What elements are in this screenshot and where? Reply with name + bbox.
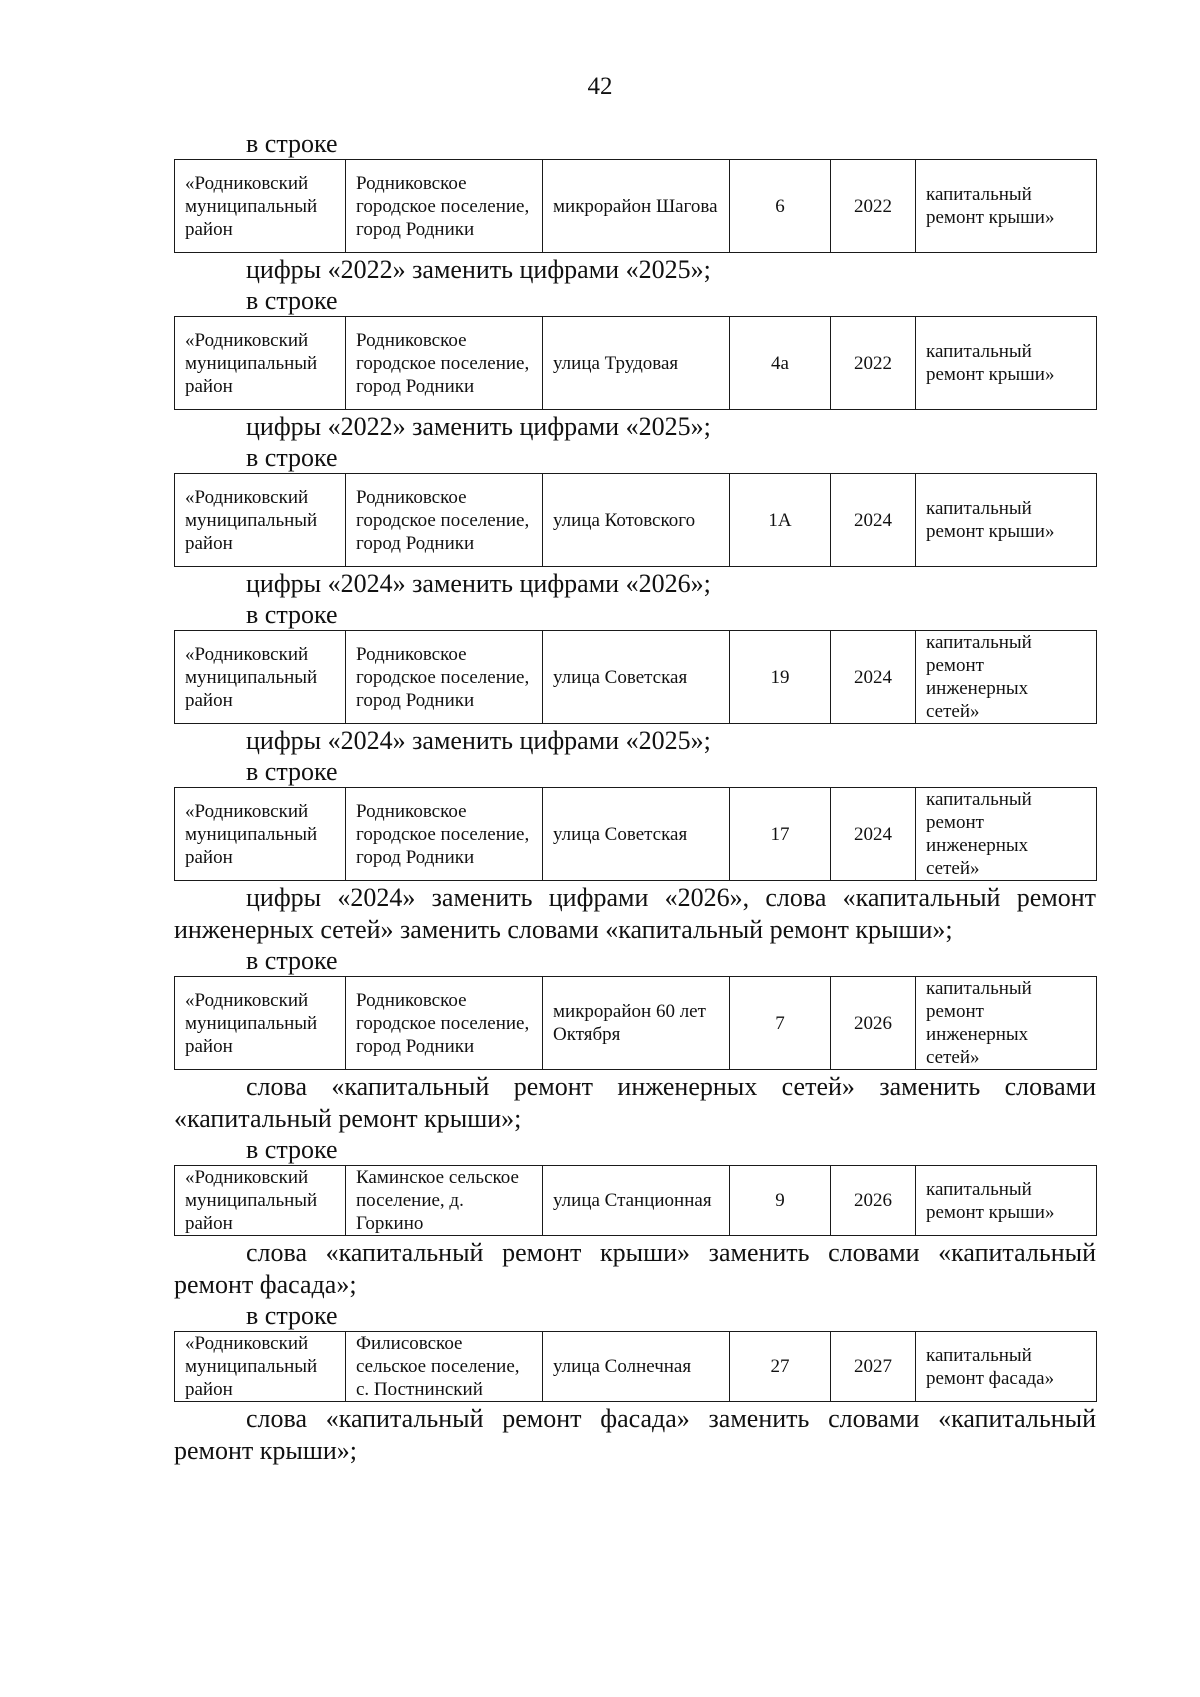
- row-table: [174, 1165, 1097, 1236]
- amendment-block: [174, 600, 1096, 757]
- cell-settlement: Родниковское городское поселение, город Родники: [346, 474, 543, 567]
- row-table: [174, 787, 1097, 881]
- block-intro: в строке: [246, 286, 338, 315]
- cell-district: «Родниковский муниципальный район: [175, 788, 346, 881]
- cell-address: улица Солнечная: [543, 1332, 730, 1402]
- cell-address: улица Станционная: [543, 1166, 730, 1236]
- cell-house-number: 27: [730, 1332, 831, 1402]
- table-row: [175, 788, 1097, 881]
- row-table: [174, 630, 1097, 724]
- cell-house-number: 17: [730, 788, 831, 881]
- cell-year: 2024: [831, 631, 916, 724]
- cell-district: «Родниковский муниципальный район: [175, 160, 346, 253]
- block-instruction: цифры «2024» заменить цифрами «2026», слова «капитальный ремонт инженерных сетей» заменить словами «капитальный ремонт крыши»;: [174, 883, 1096, 944]
- row-table: [174, 1331, 1097, 1402]
- cell-year: 2022: [831, 317, 916, 410]
- cell-work-type: капитальный ремонт инженерных сетей»: [916, 977, 1097, 1070]
- row-table: [174, 473, 1097, 567]
- cell-work-type: капитальный ремонт фасада»: [916, 1332, 1097, 1402]
- table-row: [175, 1166, 1097, 1236]
- cell-address: улица Трудовая: [543, 317, 730, 410]
- cell-house-number: 4а: [730, 317, 831, 410]
- cell-district: «Родниковский муниципальный район: [175, 1332, 346, 1402]
- table-row: [175, 631, 1097, 724]
- block-intro: в строке: [246, 1301, 338, 1330]
- cell-house-number: 19: [730, 631, 831, 724]
- block-intro: в строке: [246, 757, 338, 786]
- cell-address: микрорайон 60 лет Октября: [543, 977, 730, 1070]
- cell-settlement: Родниковское городское поселение, город Родники: [346, 160, 543, 253]
- block-intro: в строке: [246, 443, 338, 472]
- block-intro: в строке: [246, 1135, 338, 1164]
- block-intro: в строке: [246, 946, 338, 975]
- page-number: 42: [587, 73, 613, 100]
- cell-year: 2026: [831, 977, 916, 1070]
- cell-settlement: Родниковское городское поселение, город Родники: [346, 317, 543, 410]
- cell-address: улица Советская: [543, 788, 730, 881]
- cell-address: микрорайон Шагова: [543, 160, 730, 253]
- block-instruction: цифры «2024» заменить цифрами «2025»;: [246, 726, 711, 755]
- cell-settlement: Каминское сельское поселение, д. Горкино: [346, 1166, 543, 1236]
- cell-address: улица Советская: [543, 631, 730, 724]
- amendment-block: [174, 1135, 1096, 1301]
- cell-year: 2022: [831, 160, 916, 253]
- amendment-block: [174, 757, 1096, 946]
- cell-year: 2026: [831, 1166, 916, 1236]
- block-instruction: слова «капитальный ремонт фасада» заменить словами «капитальный ремонт крыши»;: [174, 1404, 1096, 1465]
- cell-house-number: 7: [730, 977, 831, 1070]
- block-intro: в строке: [246, 600, 338, 629]
- row-table: [174, 316, 1097, 410]
- cell-house-number: 6: [730, 160, 831, 253]
- cell-year: 2024: [831, 788, 916, 881]
- block-instruction: цифры «2022» заменить цифрами «2025»;: [246, 412, 711, 441]
- cell-settlement: Родниковское городское поселение, город Родники: [346, 977, 543, 1070]
- cell-house-number: 1А: [730, 474, 831, 567]
- table-row: [175, 160, 1097, 253]
- amendment-block: [174, 1301, 1096, 1467]
- row-table: [174, 159, 1097, 253]
- cell-settlement: Филисовское сельское поселение, с. Постнинский: [346, 1332, 543, 1402]
- cell-address: улица Котовского: [543, 474, 730, 567]
- block-intro: в строке: [246, 129, 338, 158]
- cell-settlement: Родниковское городское поселение, город Родники: [346, 788, 543, 881]
- table-row: [175, 474, 1097, 567]
- cell-district: «Родниковский муниципальный район: [175, 474, 346, 567]
- cell-work-type: капитальный ремонт крыши»: [916, 317, 1097, 410]
- row-table: [174, 976, 1097, 1070]
- cell-district: «Родниковский муниципальный район: [175, 1166, 346, 1236]
- cell-work-type: капитальный ремонт крыши»: [916, 160, 1097, 253]
- cell-work-type: капитальный ремонт инженерных сетей»: [916, 631, 1097, 724]
- cell-work-type: капитальный ремонт крыши»: [916, 474, 1097, 567]
- cell-settlement: Родниковское городское поселение, город Родники: [346, 631, 543, 724]
- table-row: [175, 317, 1097, 410]
- amendment-block: [174, 129, 1096, 286]
- block-instruction: цифры «2022» заменить цифрами «2025»;: [246, 255, 711, 284]
- block-instruction: цифры «2024» заменить цифрами «2026»;: [246, 569, 711, 598]
- cell-year: 2027: [831, 1332, 916, 1402]
- cell-house-number: 9: [730, 1166, 831, 1236]
- cell-work-type: капитальный ремонт инженерных сетей»: [916, 788, 1097, 881]
- block-instruction: слова «капитальный ремонт крыши» заменить словами «капитальный ремонт фасада»;: [174, 1238, 1096, 1299]
- table-row: [175, 977, 1097, 1070]
- cell-year: 2024: [831, 474, 916, 567]
- cell-district: «Родниковский муниципальный район: [175, 317, 346, 410]
- amendment-block: [174, 946, 1096, 1135]
- table-row: [175, 1332, 1097, 1402]
- amendment-block: [174, 286, 1096, 443]
- block-instruction: слова «капитальный ремонт инженерных сетей» заменить словами «капитальный ремонт крыши»;: [174, 1072, 1096, 1133]
- cell-district: «Родниковский муниципальный район: [175, 631, 346, 724]
- cell-work-type: капитальный ремонт крыши»: [916, 1166, 1097, 1236]
- amendment-block: [174, 443, 1096, 600]
- cell-district: «Родниковский муниципальный район: [175, 977, 346, 1070]
- amendments-list: [174, 129, 1096, 1467]
